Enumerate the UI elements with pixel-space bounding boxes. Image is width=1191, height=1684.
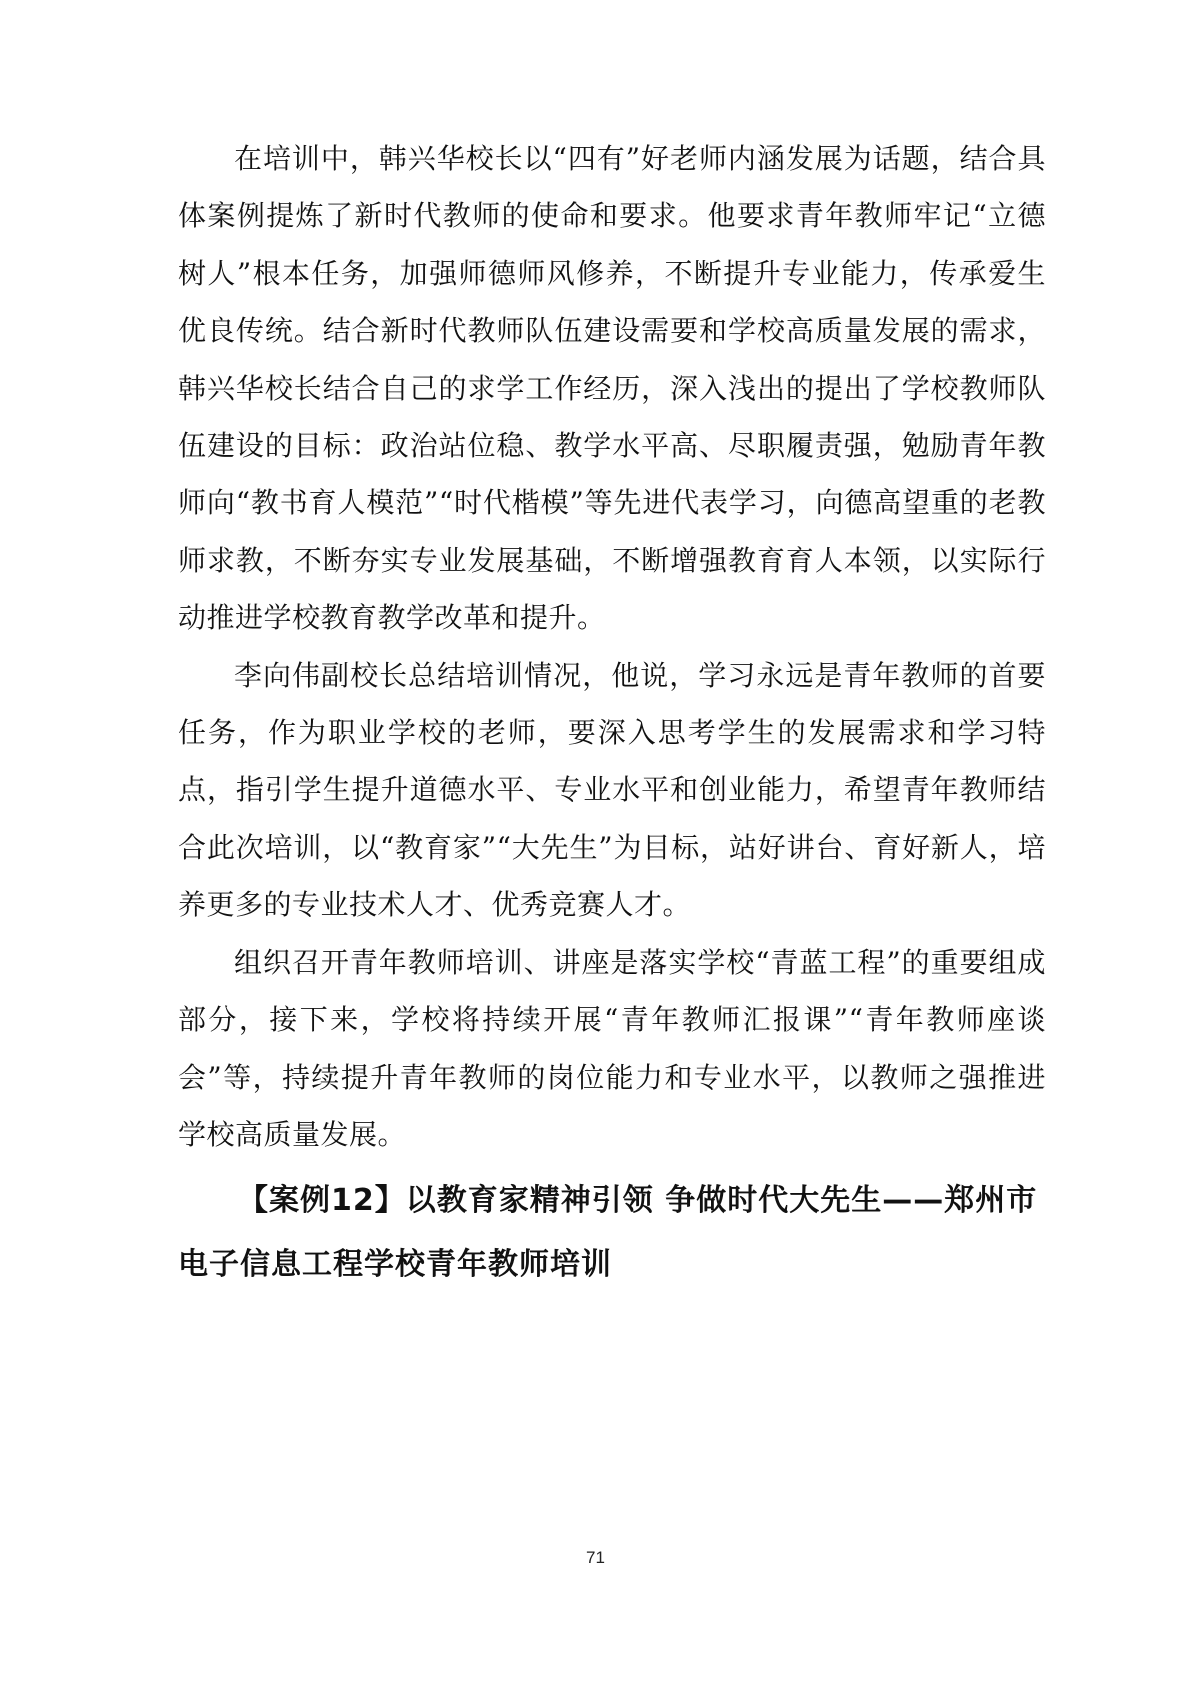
- paragraph-training-content: 在培训中，韩兴华校长以“四有”好老师内涵发展为话题，结合具体案例提炼了新时代教师的使命和要求。他要求青年教师牢记“立德树人”根本任务，加强师德师风修养，不断提升专业能力，传承爱生优良传统。结合新时代教师队伍建设需要和学校高质量发展的需求，韩兴华校长结合自己的求学工作经历，深入浅出的提出了学校教师队伍建设的目标：政治站位稳、教学水平高、尽职履责强，勉励青年教师向“教书育人模范”“时代楷模”等先进代表学习，向德高望重的老教师求教，不断夯实专业发展基础，不断增强教育育人本领，以实际行动推进学校教育教学改革和提升。: [178, 142, 1046, 635]
- page-content: [178, 130, 1046, 1297]
- page-number: 71: [586, 1548, 605, 1567]
- paragraph-training-summary: 李向伟副校长总结培训情况，他说，学习永远是青年教师的首要任务，作为职业学校的老师，要深入思考学生的发展需求和学习特点，指引学生提升道德水平、专业水平和创业能力，希望青年教师结合此次培训，以“教育家”“大先生”为目标，站好讲台、育好新人，培养更多的专业技术人才、优秀竞赛人才。: [178, 658, 1046, 922]
- case-heading: 【案例12】以教育家精神引领 争做时代大先生——郑州市电子信息工程学校青年教师培训: [178, 1183, 1038, 1283]
- paragraph-qinglan-project: 组织召开青年教师培训、讲座是落实学校“青蓝工程”的重要组成部分，接下来，学校将持续开展“青年教师汇报课”“青年教师座谈会”等，持续提升青年教师的岗位能力和专业水平，以教师之强推进学校高质量发展。: [178, 945, 1046, 1151]
